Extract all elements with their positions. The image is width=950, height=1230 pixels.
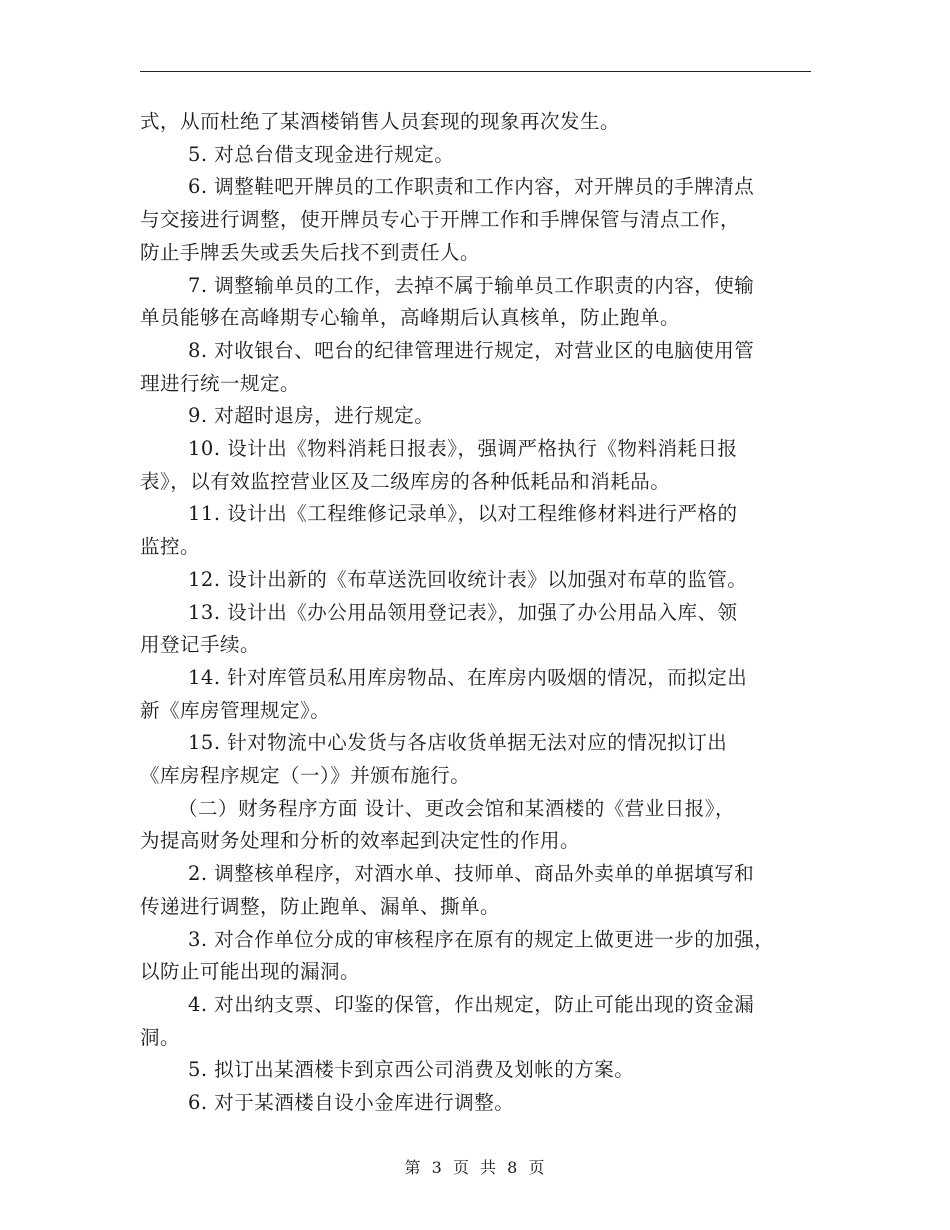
paragraph-line: 11. 设计出《工程维修记录单》，以对工程维修材料进行严格的 xyxy=(188,502,738,526)
total-page-count: 8 xyxy=(507,1158,519,1177)
header-rule xyxy=(140,71,811,72)
page-footer xyxy=(0,1155,950,1178)
paragraph-line: 以防止可能出现的漏洞。 xyxy=(140,960,361,984)
paragraph-line: 为提高财务处理和分析的效率起到决定性的作用。 xyxy=(140,829,581,853)
paragraph-line: 与交接进行调整，使开牌员专心于开牌工作和手牌保管与清点工作， xyxy=(140,208,741,232)
paragraph-line: 10. 设计出《物料消耗日报表》，强调严格执行《物料消耗日报 xyxy=(188,437,738,461)
paragraph-line: 防止手牌丢失或丢失后找不到责任人。 xyxy=(140,240,481,264)
paragraph-line: 9. 对超时退房，进行规定。 xyxy=(188,404,435,428)
paragraph-line: 4. 对出纳支票、印鉴的保管，作出规定，防止可能出现的资金漏 xyxy=(188,992,755,1016)
paragraph-line: 2. 调整核单程序，对酒水单、技师单、商品外卖单的单据填写和 xyxy=(188,862,755,886)
paragraph-line: 《库房程序规定（一）》并颁布施行。 xyxy=(140,764,471,788)
paragraph-line: 式，从而杜绝了某酒楼销售人员套现的现象再次发生。 xyxy=(140,110,621,133)
paragraph-line: 15. 针对物流中心发货与各店收货单据无法对应的情况拟订出 xyxy=(188,731,728,755)
current-page-number: 3 xyxy=(431,1158,443,1177)
paragraph-line: 用登记手续。 xyxy=(140,633,261,657)
paragraph-line: 6. 对于某酒楼自设小金库进行调整。 xyxy=(188,1091,515,1115)
paragraph-line: 3. 对合作单位分成的审核程序在原有的规定上做更进一步的加强， xyxy=(188,927,775,951)
paragraph-line: 单员能够在高峰期专心输单，高峰期后认真核单，防止跑单。 xyxy=(140,306,681,330)
document-body xyxy=(140,106,820,1120)
footer-ye: 页 xyxy=(528,1158,546,1177)
paragraph-line: 12. 设计出新的《布草送洗回收统计表》以加强对布草的监管。 xyxy=(188,567,748,591)
paragraph-line: 传递进行调整，防止跑单、漏单、撕单。 xyxy=(140,894,501,918)
paragraph-line: 7. 调整输单员的工作，去掉不属于输单员工作职责的内容，使输 xyxy=(188,273,755,297)
paragraph-line: 5. 对总台借支现金进行规定。 xyxy=(188,142,455,166)
paragraph-line: 13. 设计出《办公用品领用登记表》，加强了办公用品入库、领 xyxy=(188,600,738,624)
paragraph-line: 5. 拟订出某酒楼卡到京西公司消费及划帐的方案。 xyxy=(188,1058,635,1082)
paragraph-line: 6. 调整鞋吧开牌员的工作职责和工作内容，对开牌员的手牌清点 xyxy=(188,175,755,199)
paragraph-line: 8. 对收银台、吧台的纪律管理进行规定，对营业区的电脑使用管 xyxy=(188,338,755,362)
paragraph-line: 14. 针对库管员私用库房物品、在库房内吸烟的情况，而拟定出 xyxy=(188,665,748,689)
paragraph-line: 理进行统一规定。 xyxy=(140,371,301,395)
footer-gong: 共 xyxy=(480,1158,498,1177)
paragraph-line: 洞。 xyxy=(140,1025,181,1049)
paragraph-line: 监控。 xyxy=(140,535,201,559)
section-heading-line: （二）财务程序方面 设计、更改会馆和某酒楼的《营业日报》， xyxy=(178,796,735,820)
footer-ye: 页 xyxy=(452,1158,470,1177)
paragraph-line: 表》，以有效监控营业区及二级库房的各种低耗品和消耗品。 xyxy=(140,469,671,493)
paragraph-line: 新《库房管理规定》。 xyxy=(140,698,331,722)
footer-di: 第 xyxy=(404,1158,422,1177)
